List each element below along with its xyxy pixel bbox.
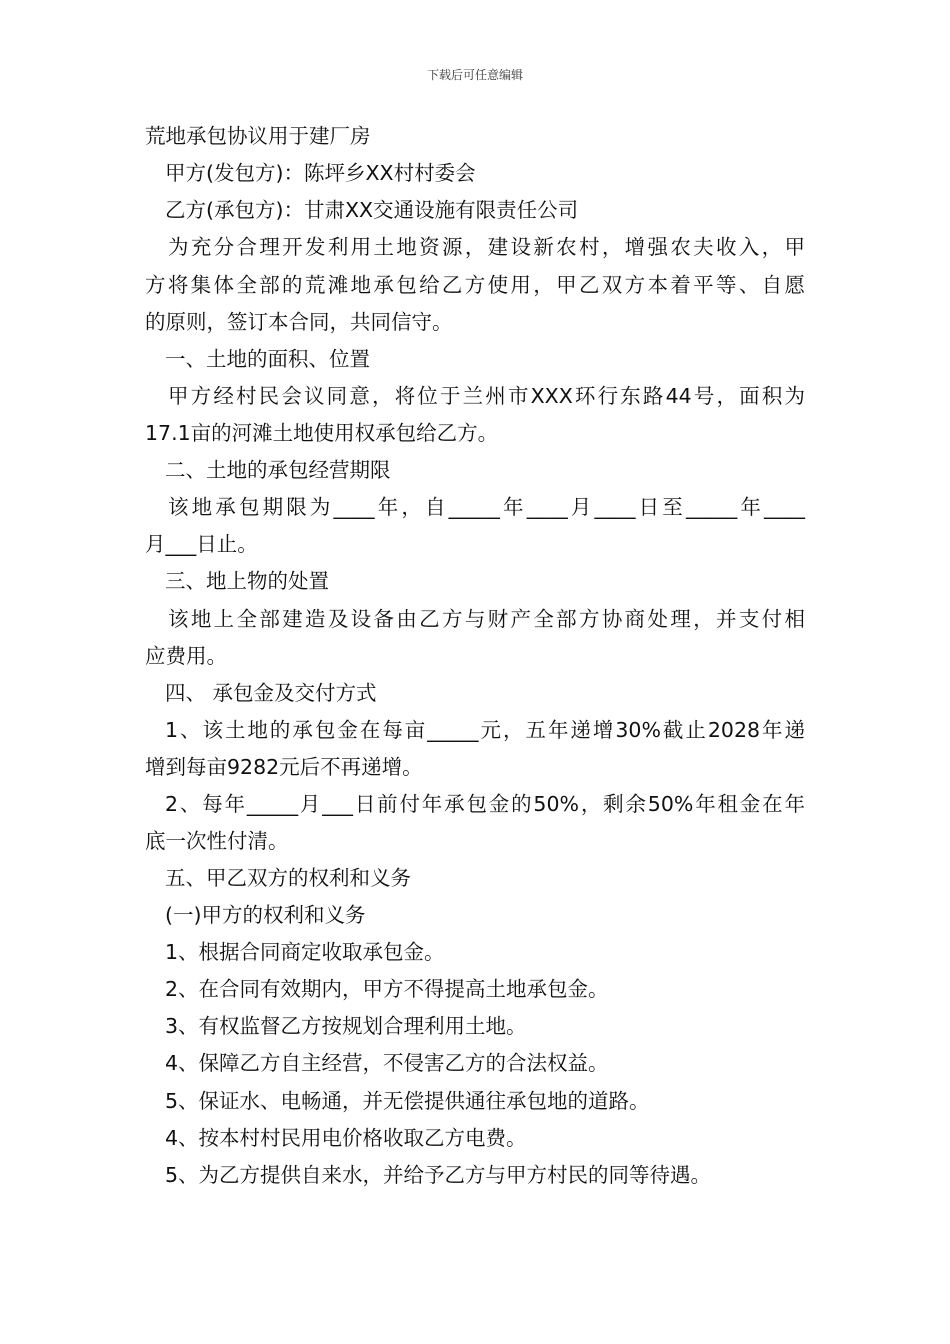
section-2-line-1: 该地承包期限为____年，自_____年____月____日至_____年____ (168, 495, 805, 519)
section-4-item-1-line-2: 增到每亩9282元后不再递增。 (145, 755, 423, 779)
section-4-item-2-line-1: 2、每年_____月___日前付年承包金的50%，剩余50%年租金在年 (165, 792, 805, 816)
section-2-line-2: 月___日止。 (145, 532, 258, 556)
section-4-item-1-line-1: 1、该土地的承包金在每亩_____元，五年递增30%截止2028年递 (165, 718, 805, 742)
list-item: 2、在合同有效期内，甲方不得提高土地承包金。 (165, 977, 609, 1001)
list-item: 4、按本村村民用电价格收取乙方电费。 (165, 1126, 527, 1150)
document-title: 荒地承包协议用于建厂房 (145, 124, 371, 148)
section-heading-5: 五、甲乙双方的权利和义务 (165, 866, 411, 890)
list-item: 5、为乙方提供自来水，并给予乙方与甲方村民的同等待遇。 (165, 1163, 712, 1187)
preamble-line-1: 为充分合理开发利用土地资源，建设新农村，增强农夫收入，甲 (168, 235, 805, 259)
list-item: 4、保障乙方自主经营，不侵害乙方的合法权益。 (165, 1051, 609, 1075)
subsection-heading: (一)甲方的权利和义务 (165, 903, 366, 927)
list-item: 3、有权监督乙方按规划合理利用土地。 (165, 1014, 527, 1038)
section-heading-1: 一、土地的面积、位置 (165, 347, 370, 371)
section-heading-4: 四、 承包金及交付方式 (165, 681, 377, 705)
party-b: 乙方(承包方)：甘肃XX交通设施有限责任公司 (165, 198, 579, 222)
section-1-line-2: 17.1亩的河滩土地使用权承包给乙方。 (145, 421, 499, 445)
section-1-line-1: 甲方经村民会议同意，将位于兰州市XXX环行东路44号，面积为 (168, 384, 805, 408)
preamble-line-3: 的原则，签订本合同，共同信守。 (145, 310, 453, 334)
section-3-line-1: 该地上全部建造及设备由乙方与财产全部方协商处理，并支付相 (168, 607, 805, 631)
section-heading-2: 二、土地的承包经营期限 (165, 458, 391, 482)
list-item: 1、根据合同商定收取承包金。 (165, 940, 445, 964)
party-a: 甲方(发包方)：陈坪乡XX村村委会 (165, 161, 476, 185)
section-3-line-2: 应费用。 (145, 644, 227, 668)
section-heading-3: 三、地上物的处置 (165, 569, 329, 593)
page-header: 下载后可任意编辑 (426, 68, 523, 82)
preamble-line-2: 方将集体全部的荒滩地承包给乙方使用，甲乙双方本着平等、自愿 (145, 273, 805, 297)
list-item: 5、保证水、电畅通，并无偿提供通往承包地的道路。 (165, 1089, 650, 1113)
section-4-item-2-line-2: 底一次性付清。 (145, 829, 289, 853)
